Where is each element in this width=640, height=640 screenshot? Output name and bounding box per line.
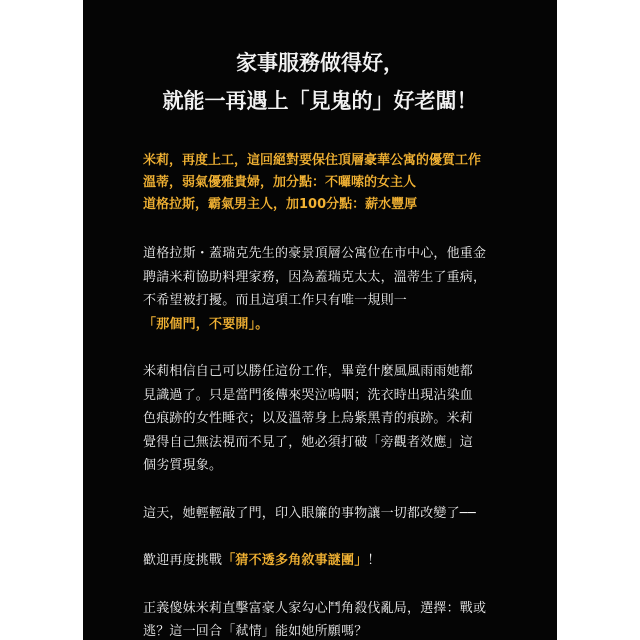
paragraph-closing: [143, 597, 533, 640]
character-highlights: [143, 150, 533, 216]
paragraph-premise: [143, 242, 533, 336]
page-title: [143, 44, 533, 120]
paragraph-line: 聘請米莉協助料理家務，因為蓋瑞克太太，溫蒂生了重病，: [143, 269, 487, 285]
highlight-millie: 米莉，再度上工，這回絕對要保住頂層豪華公寓的優質工作: [143, 153, 482, 168]
challenge-suffix: ！: [367, 553, 381, 568]
highlight-douglas: 道格拉斯，霸氣男主人，加100分點：薪水豐厚: [143, 197, 418, 212]
paragraph-line: 逃？這一回合「弒情」能如她所願嗎？: [143, 624, 368, 639]
paragraph-turning-point: [143, 502, 533, 526]
title-line-2: 就能一再遇上「見鬼的」好老闆！: [162, 89, 478, 113]
challenge-prefix: 歡迎再度挑戰: [143, 553, 223, 568]
paragraph-line: 個劣質現象。: [143, 458, 223, 473]
rule-highlight: 「那個門，不要開」。: [143, 316, 269, 332]
paragraph-line: 正義傻妹米莉直擊富豪人家勾心鬥角殺伐亂局，選擇：戰或: [143, 600, 487, 616]
paragraph-line: 米莉相信自己可以勝任這份工作，畢竟什麼風風雨雨她都: [143, 364, 474, 379]
paragraph-line: 覺得自己無法視而不見了，她必須打破「旁觀者效應」這: [143, 434, 474, 450]
paragraph-line: 不希望被打擾。而且這項工作只有唯一規則一: [143, 293, 408, 308]
title-line-1: 家事服務做得好，: [236, 51, 404, 75]
paragraph-line: 道格拉斯・蓋瑞克先生的豪景頂層公寓位在市中心，他重金: [143, 246, 487, 261]
challenge-line: [143, 549, 533, 573]
paragraph-conflict: [143, 360, 533, 478]
paragraph-line: 這天，她輕輕敲了門，印入眼簾的事物讓一切都改變了──: [143, 505, 476, 521]
paragraph-line: 色痕跡的女性睡衣；以及溫蒂身上烏紫黑青的痕跡。米莉: [143, 411, 474, 426]
challenge-highlight: 「猜不透多角敘事謎團」: [222, 553, 368, 568]
paragraph-challenge: [143, 549, 533, 573]
paragraph-line: 見識過了。只是當門後傳來哭泣嗚咽；洗衣時出現沾染血: [143, 387, 474, 403]
highlight-wendy: 溫蒂，弱氣優雅貴婦，加分點：不囉嗦的女主人: [143, 175, 417, 190]
book-back-cover: [83, 0, 557, 640]
